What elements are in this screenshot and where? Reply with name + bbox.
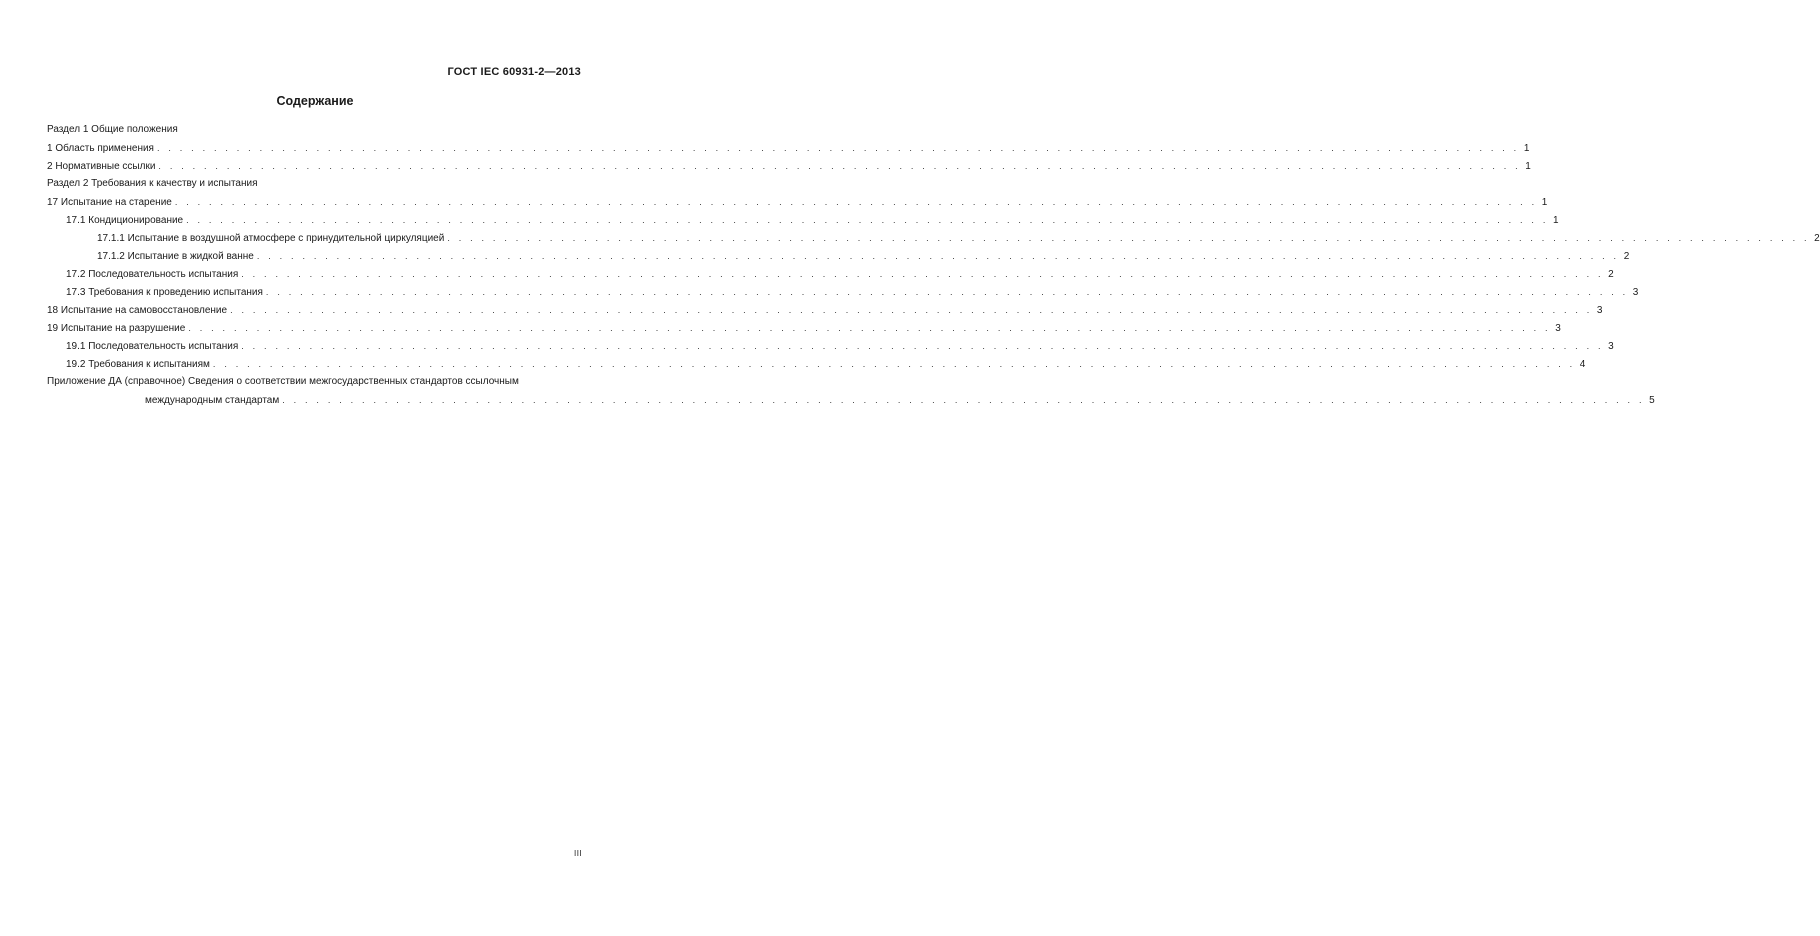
toc-entry[interactable] — [47, 229, 1820, 247]
toc-dot-leader: . . . . . . . . . . . . . . . . . . . . . . . . . . . . . . . . . . . . . . . . . . . . . . . . . . . . . . . . . . . . . . . . . . . . . . . . . . . . . . . . . . . . . . . . . . . . . . . . . . . . . . . . . . . . . . . . . . . . . . . . — [156, 143, 1520, 153]
toc-page-number: 1 — [1523, 143, 1530, 154]
toc-dot-leader: . . . . . . . . . . . . . . . . . . . . . . . . . . . . . . . . . . . . . . . . . . . . . . . . . . . . . . . . . . . . . . . . . . . . . . . . . . . . . . . . . . . . . . . . . . . . . . . . . . . . . . . . . . . . . . . . . . . . . . . . — [447, 233, 1810, 243]
toc-entry-title: 17.2 Последовательность испытания — [66, 269, 239, 280]
toc-entry-title: 1 Область применения — [47, 143, 154, 154]
toc-entry[interactable] — [47, 355, 1586, 373]
toc-entry[interactable] — [47, 337, 1614, 355]
toc-dot-leader: . . . . . . . . . . . . . . . . . . . . . . . . . . . . . . . . . . . . . . . . . . . . . . . . . . . . . . . . . . . . . . . . . . . . . . . . . . . . . . . . . . . . . . . . . . . . . . . . . . . . . . . . . . . . . . . . . . . . . . . . — [186, 215, 1549, 225]
toc-page-number: 1 — [1552, 215, 1559, 226]
toc-entry-title: Раздел 2 Требования к качеству и испытания — [47, 178, 258, 189]
toc-entry-title: Раздел 1 Общие положения — [47, 124, 178, 135]
page-title: Содержание — [276, 94, 354, 108]
toc-entry-title: Приложение ДА (справочное) Сведения о соответствии межгосударственных стандартов ссылочным — [47, 376, 519, 387]
toc-dot-leader: . . . . . . . . . . . . . . . . . . . . . . . . . . . . . . . . . . . . . . . . . . . . . . . . . . . . . . . . . . . . . . . . . . . . . . . . . . . . . . . . . . . . . . . . . . . . . . . . . . . . . . . . . . . . . . . . . . . . . . . . — [174, 197, 1538, 207]
toc-dot-leader: . . . . . . . . . . . . . . . . . . . . . . . . . . . . . . . . . . . . . . . . . . . . . . . . . . . . . . . . . . . . . . . . . . . . . . . . . . . . . . . . . . . . . . . . . . . . . . . . . . . . . . . . . . . . . . . . . . . . . . . . — [282, 395, 1645, 405]
toc-entry[interactable] — [47, 157, 1531, 175]
toc-entry[interactable] — [47, 211, 1559, 229]
toc-dot-leader: . . . . . . . . . . . . . . . . . . . . . . . . . . . . . . . . . . . . . . . . . . . . . . . . . . . . . . . . . . . . . . . . . . . . . . . . . . . . . . . . . . . . . . . . . . . . . . . . . . . . . . . . . . . . . . . . . . . . . . . . — [188, 323, 1551, 333]
toc-dot-leader: . . . . . . . . . . . . . . . . . . . . . . . . . . . . . . . . . . . . . . . . . . . . . . . . . . . . . . . . . . . . . . . . . . . . . . . . . . . . . . . . . . . . . . . . . . . . . . . . . . . . . . . . . . . . . . . . . . . . . . . . — [241, 269, 1604, 279]
toc-page-number: 3 — [1596, 305, 1603, 316]
toc-page-number: 3 — [1555, 323, 1561, 334]
toc-page-number: 2 — [1814, 233, 1820, 244]
page-number: III — [574, 849, 583, 858]
toc-dot-leader: . . . . . . . . . . . . . . . . . . . . . . . . . . . . . . . . . . . . . . . . . . . . . . . . . . . . . . . . . . . . . . . . . . . . . . . . . . . . . . . . . . . . . . . . . . . . . . . . . . . . . . . . . . . . . . . . . . . . . . . . — [212, 359, 1576, 369]
toc-entry-title: 18 Испытание на самовосстановление — [47, 305, 228, 316]
toc-entry-title: 17 Испытание на старение — [47, 197, 172, 208]
toc-entry[interactable] — [47, 265, 1614, 283]
toc-page-number: 1 — [1525, 161, 1531, 172]
toc-entry[interactable] — [47, 391, 1655, 409]
standard-code-header: ГОСТ IEC 60931-2—2013 — [447, 66, 581, 78]
toc-page-number: 1 — [1541, 197, 1548, 208]
toc-dot-leader: . . . . . . . . . . . . . . . . . . . . . . . . . . . . . . . . . . . . . . . . . . . . . . . . . . . . . . . . . . . . . . . . . . . . . . . . . . . . . . . . . . . . . . . . . . . . . . . . . . . . . . . . . . . . . . . . . . . . . . . . — [241, 341, 1604, 351]
toc-entry[interactable] — [47, 247, 1630, 265]
toc-dot-leader: . . . . . . . . . . . . . . . . . . . . . . . . . . . . . . . . . . . . . . . . . . . . . . . . . . . . . . . . . . . . . . . . . . . . . . . . . . . . . . . . . . . . . . . . . . . . . . . . . . . . . . . . . . . . . . . . . . . . . . . . — [158, 161, 1521, 171]
toc-entry[interactable] — [47, 139, 1530, 157]
toc-entry[interactable] — [47, 319, 1561, 337]
toc-entry-title: 2 Нормативные ссылки — [47, 161, 156, 172]
toc-entry[interactable] — [47, 283, 1639, 301]
toc-page-number: 3 — [1632, 287, 1639, 298]
toc-page-number: 4 — [1579, 359, 1586, 370]
toc-entry-title: 17.3 Требования к проведению испытания — [66, 287, 263, 298]
toc-page-number: 2 — [1623, 251, 1630, 262]
toc-entry-title: международным стандартам — [145, 395, 280, 406]
toc-dot-leader: . . . . . . . . . . . . . . . . . . . . . . . . . . . . . . . . . . . . . . . . . . . . . . . . . . . . . . . . . . . . . . . . . . . . . . . . . . . . . . . . . . . . . . . . . . . . . . . . . . . . . . . . . . . . . . . . . . . . . . . . — [230, 305, 1593, 315]
toc-page-number: 2 — [1608, 269, 1614, 280]
toc-entry-title: 17.1 Кондиционирование — [66, 215, 184, 226]
table-of-contents — [47, 121, 1820, 409]
toc-entry[interactable] — [47, 121, 583, 139]
toc-entry-title: 17.1.2 Испытание в жидкой ванне — [97, 251, 254, 262]
toc-entry[interactable] — [47, 373, 583, 391]
toc-entry-title: 19.1 Последовательность испытания — [66, 341, 239, 352]
toc-entry-title: 19 Испытание на разрушение — [47, 323, 186, 334]
toc-entry-title: 19.2 Требования к испытаниям — [66, 359, 210, 370]
toc-entry[interactable] — [47, 175, 583, 193]
toc-dot-leader: . . . . . . . . . . . . . . . . . . . . . . . . . . . . . . . . . . . . . . . . . . . . . . . . . . . . . . . . . . . . . . . . . . . . . . . . . . . . . . . . . . . . . . . . . . . . . . . . . . . . . . . . . . . . . . . . . . . . . . . . — [265, 287, 1629, 297]
toc-entry[interactable] — [47, 193, 1548, 211]
toc-page-number: 3 — [1608, 341, 1614, 352]
toc-entry[interactable] — [47, 301, 1603, 319]
toc-dot-leader: . . . . . . . . . . . . . . . . . . . . . . . . . . . . . . . . . . . . . . . . . . . . . . . . . . . . . . . . . . . . . . . . . . . . . . . . . . . . . . . . . . . . . . . . . . . . . . . . . . . . . . . . . . . . . . . . . . . . . . . . — [256, 251, 1620, 261]
toc-page-number: 5 — [1649, 395, 1655, 406]
toc-entry-title: 17.1.1 Испытание в воздушной атмосфере с принудительной циркуляцией — [97, 233, 445, 244]
